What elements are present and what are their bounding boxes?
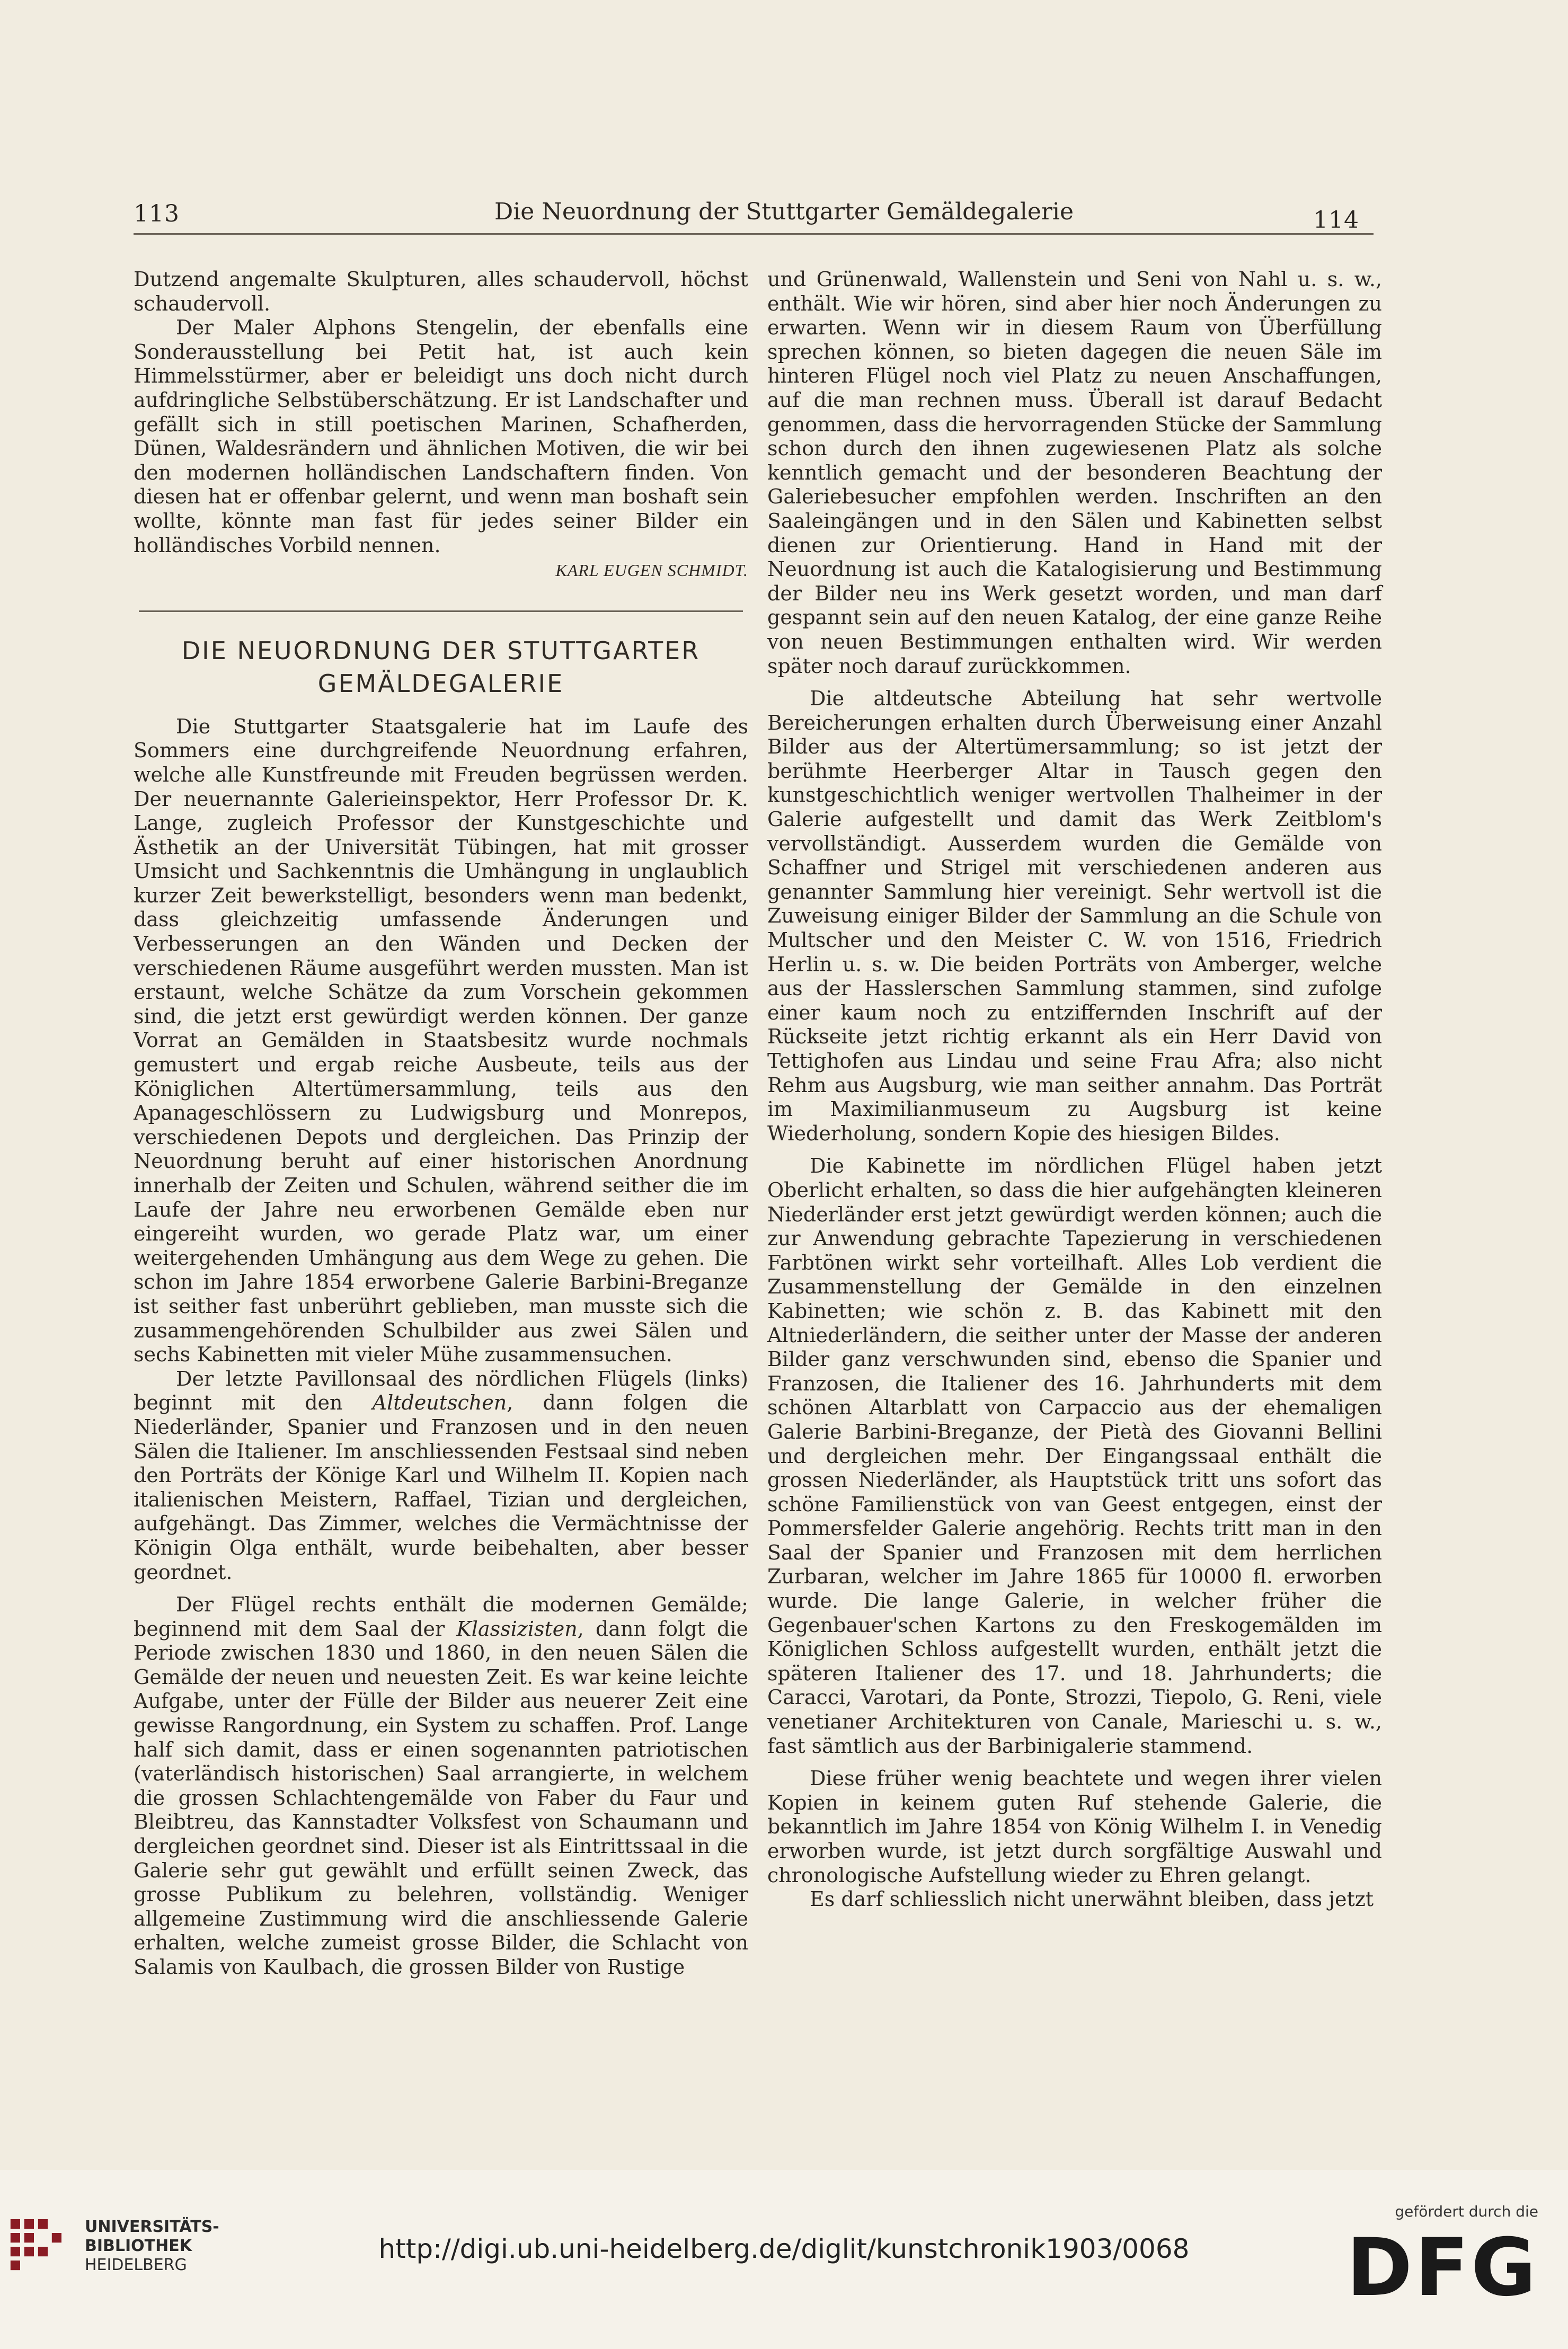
italic-term: Klassizisten — [456, 1617, 578, 1641]
paragraph: Der Flügel rechts enthält die modernen Gemälde; beginnend mit dem Saal der Klassizisten, dann folgt die Periode zwischen 1830 und 1860, in den neuen Sälen die Gemälde der neuen und neuesten Zeit. Es war keine leichte Aufgabe, unter der Fülle der Bilder aus neuerer Zeit eine gewisse Rangordnung, ein System zu schaffen. Prof. Lange half sich damit, dass er einen sogenannten patriotischen (vaterländisch historischen) Saal arrangierte, in welchem die grossen Schlachtengemälde von Faber du Faur und Bleibtreu, das Kannstadter Volksfest von Schaumann und dergleichen geordnet sind. Dieser ist als Eintrittssaal in die Galerie sehr gut gewählt und erfüllt seinen Zweck, das grosse Publikum zu belehren, vollständig. Weniger allgemeine Zustimmung wird die anschliessende Galerie erhalten, welche zumeist grosse Bilder, die Schlacht von Salamis von Kaulbach, die grossen Bilder von Rustige — [134, 1593, 748, 1979]
paragraph: Der letzte Pavillonsaal des nördlichen Flügels (links) beginnt mit den Altdeutschen, dann folgen die Niederländer, Spanier und Franzosen und in den neuen Sälen die Italiener. Im anschliessenden Festsaal sind neben den Porträts der Könige Karl und Wilhelm II. Kopien nach italienischen Meistern, Raffael, Tizian und dergleichen, aufgehängt. Das Zimmer, welches die Vermächtnisse der Königin Olga enthält, wurde beibehalten, aber besser geordnet. — [134, 1367, 749, 1584]
paragraph: Die Stuttgarter Staatsgalerie hat im Laufe des Sommers eine durchgreifende Neuordnung erfahren, welche alle Kunstfreunde mit Freuden begrüssen werden. Der neuernannte Galerieinspektor, Herr Professor Dr. K. Lange, zugleich Professor der Kunstgeschichte und Ästhetik an der Universität Tübingen, hat mit grosser Umsicht und Sachkenntnis die Umhängung in unglaublich kurzer Zeit bewerkstelligt, besonders wenn man bedenkt, dass gleichzeitig umfassende Änderungen und Verbesserungen an den Wänden und Decken der verschiedenen Räume ausgeführt werden mussten. Man ist erstaunt, welche Schätze da zum Vorschein gekommen sind, die jetzt erst gewürdigt werden können. Der ganze Vorrat an Gemälden in Staatsbesitz wurde nochmals gemustert und ergab reiche Ausbeute, teils aus der Königlichen Altertümersammlung, teils aus den Apanageschlössern zu Ludwigsburg und Monrepos, verschiedenen Depots und dergleichen. Das Prinzip der Neuordnung beruht auf einer historischen Anordnung innerhalb der Zeiten und Schulen, während seither die im Laufe der Jahre neu erworbenen Gemälde eben nur eingereiht wurden, wo gerade Platz war, um einer weitergehenden Umhängung aus dem Wege zu gehen. Die schon im Jahre 1854 erworbene Galerie Barbini-Breganze ist seither fast unberührt geblieben, man musste sich die zusammengehörenden Schulbilder aus zwei Sälen und sechs Kabinetten mit vieler Mühe zusammensuchen. — [134, 714, 748, 1367]
footer-bar — [0, 2170, 1568, 2349]
paragraph: und Grünenwald, Wallenstein und Seni von Nahl u. s. w., enthält. Wie wir hören, sind aber hier noch Änderungen zu erwarten. Wenn wir in diesem Raum von Überfüllung sprechen können, so bieten dagegen die neuen Säle im hinteren Flügel noch viel Platz zu neuen Anschaffungen, auf die man rechnen muss. Überall ist darauf Bedacht genommen, dass die hervorragenden Stücke der Sammlung schon durch den ihnen zugewiesenen Platz als solche kenntlich gemacht und der besonderen Beachtung der Galeriebesucher empfohlen werden. Inschriften an den Saaleingängen und in den Sälen und Kabinetten selbst dienen zur Orientierung. Hand in Hand mit der Neuordnung ist auch die Katalogisierung und Bestimmung der Bilder neu ins Werk gesetzt worden, und man darf gespannt sein auf den neuen Katalog, der eine ganze Reihe von neuen Bestimmungen enthalten wird. Wir werden später noch darauf zurückkommen. — [767, 268, 1382, 678]
running-title: Die Neuordnung der Stuttgarter Gemäldegalerie — [494, 198, 1074, 225]
article-title — [134, 634, 748, 700]
author-signature: KARL EUGEN SCHMIDT. — [555, 561, 748, 580]
dfg-funding-label: gefördert durch die — [1395, 2203, 1538, 2220]
paragraph: Es darf schliesslich nicht unerwähnt bleiben, dass jetzt — [810, 1887, 1374, 1911]
paragraph: Diese früher wenig beachtete und wegen ihrer vielen Kopien in keinem guten Ruf stehende Galerie, die bekanntlich im Jahre 1854 von König Wilhelm I. in Venedig erworben wurde, ist jetzt durch sorgfältige Auswahl und chronologische Aufstellung wieder zu Ehren gelangt. — [767, 1767, 1382, 1887]
dfg-logo: DFG — [1346, 2222, 1538, 2314]
author-signature-line — [134, 557, 748, 583]
paragraph: Die altdeutsche Abteilung hat sehr wertvolle Bereicherungen erhalten durch Überweisung einer Anzahl Bilder aus der Altertümersammlung; so ist jetzt der berühmte Heerberger Altar in Tausch gegen den kunstgeschichtlich weniger wertvollen Thalheimer in der Galerie aufgestellt und damit das Werk Zeitblom's vervollständigt. Ausserdem wurden die Gemälde von Schaffner und Strigel mit verschiedenen anderen aus genannter Sammlung hier vereinigt. Sehr wertvoll ist die Zuweisung einiger Bilder der Sammlung an die Schule von Multscher und den Meister C. W. von 1516, Friedrich Herlin u. s. w. Die beiden Porträts von Amberger, welche aus der Hasslerschen Sammlung stammen, sind zufolge einer kaum noch zu entziffernden Inschrift auf der Rückseite jetzt richtig erkannt als ein Herr David von Tettighofen aus Lindau und seine Frau Afra; also nicht Rehm aus Augsburg, wie man seither annahm. Das Porträt im Maximilianmuseum zu Augsburg ist keine Wiederholung, sondern Kopie des hiesigen Bildes. — [767, 687, 1382, 1145]
library-name: UNIVERSITÄTS- BIBLIOTHEK HEIDELBERG — [85, 2218, 219, 2274]
page-number-left: 113 — [134, 200, 180, 227]
paragraph: Die Kabinette im nördlichen Flügel haben jetzt Oberlicht erhalten, so dass die hier aufgehängten kleineren Niederländer erst jetzt gewürdigt werden können; auch die zur Anwendung gebrachte Tapezierung in verschiedenen Farbtönen wirkt sehr vorteilhaft. Alles Lob verdient die Zusammenstellung der Gemälde in den einzelnen Kabinetten; wie schön z. B. das Kabinett mit den Altniederländern, die seither unter der Masse der anderen Bilder ganz verschwunden sind, ebenso die Spanier und Franzosen, die Italiener des 16. Jahrhunderts mit dem schönen Altarblatt von Carpaccio aus der ehemaligen Galerie Barbini-Breganze, der Pietà des Giovanni Bellini und dergleichen mehr. Der Eingangssaal enthält die grossen Niederländer, als Hauptstück tritt uns sofort das schöne Familienstück von van Geest entgegen, einst der Pommersfelder Galerie angehörig. Rechts tritt man in den Saal der Spanier und Franzosen mit dem herrlichen Zurbaran, welcher im Jahre 1865 für 10000 fl. erworben wurde. Die lange Galerie, in welcher früher die Gegenbauer'schen Kartons zu den Freskogemälden im Königlichen Schloss aufgestellt wurden, enthält jetzt die späteren Italiener des 17. und 18. Jahrhunderts; die Caracci, Varotari, da Ponte, Strozzi, Tiepolo, G. Reni, viele venetianer Architekturen von Canale, Marieschi u. s. w., fast sämtlich aus der Barbinigalerie stammend. — [767, 1154, 1382, 1758]
permalink-url[interactable]: http://digi.ub.uni-heidelberg.de/diglit/kunstchronik1903/0068 — [378, 2233, 1190, 2264]
header-rule — [134, 233, 1374, 235]
article-title-line: GEMÄLDEGALERIE — [317, 669, 564, 698]
right-column — [767, 268, 1382, 1912]
page-number-right: 114 — [1313, 207, 1359, 234]
article-title-line: DIE NEUORDNUNG DER STUTTGARTER — [181, 636, 701, 665]
left-column — [134, 268, 748, 1980]
paragraph: Dutzend angemalte Skulpturen, alles schaudervoll, höchst schaudervoll. — [134, 268, 748, 315]
italic-term: Altdeutschen — [372, 1391, 507, 1415]
article-separator — [139, 610, 743, 612]
paragraph: Der Maler Alphons Stengelin, der ebenfalls eine Sonderausstellung bei Petit hat, ist auch kein Himmelsstürmer, aber er beleidigt uns doch nicht durch aufdringliche Selbstüberschätzung. Er ist Landschafter und gefällt sich in still poetischen Marinen, Schafherden, Dünen, Waldesrändern und ähnlichen Motiven, die wir bei den modernen holländischen Landschaftern finden. Von diesen hat er offenbar gelernt, und wenn man boshaft sein wollte, könnte man fast für jedes seiner Bilder ein holländisches Vorbild nennen. — [134, 316, 748, 557]
